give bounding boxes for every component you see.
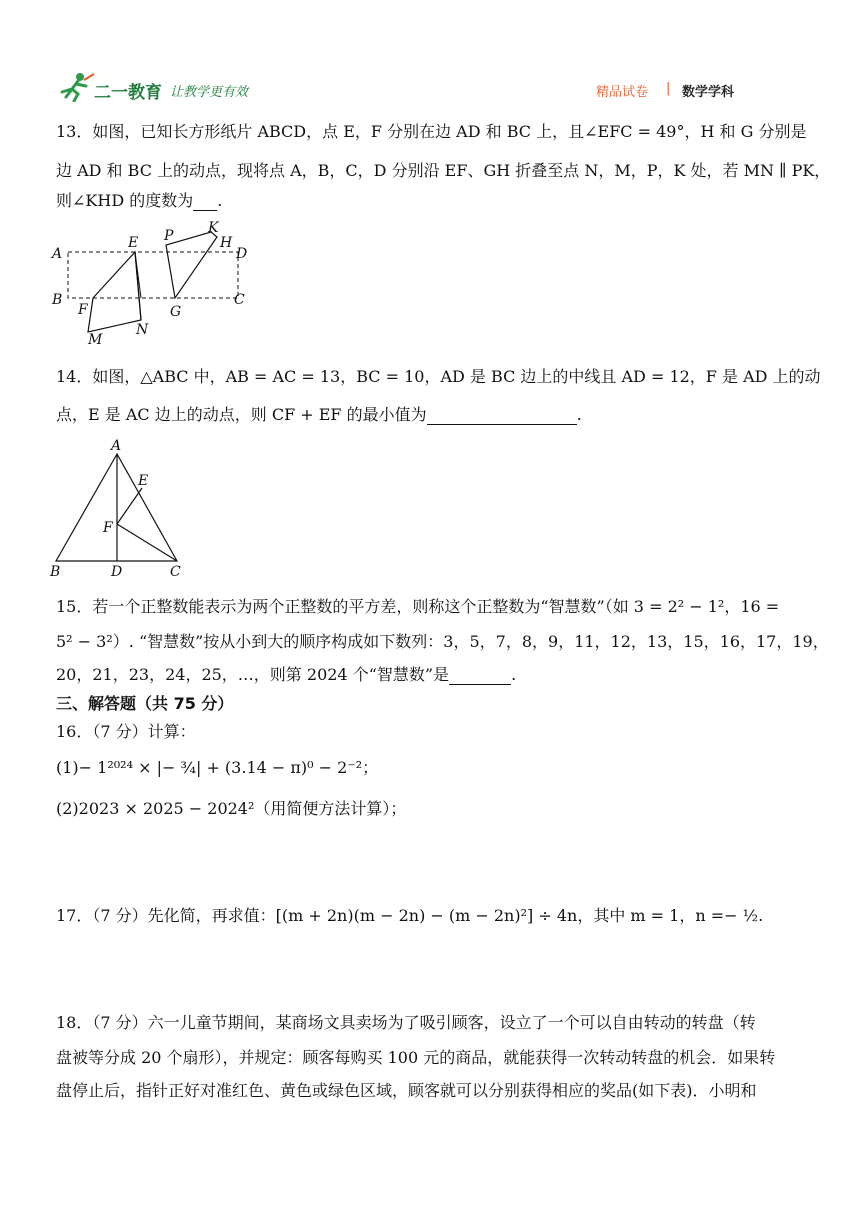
q16-part1: (1)− 1²⁰²⁴ × |− ¾| + (3.14 − π)⁰ − 2⁻²； [56, 758, 379, 777]
header-separator: | [666, 81, 671, 96]
q18-line3: 盘停止后，指针正好对准红色、黄色或绿色区域，顾客就可以分别获得相应的奖品(如下表)．小明和 [56, 1081, 757, 1100]
label-D: D [236, 246, 248, 262]
q15-line2: 5² − 3²）. “智慧数”按从小到大的顺序构成如下数列：3，5，7，8，9，11，12，13，15，16，17，19， [56, 632, 829, 651]
answer-blank[interactable] [427, 408, 577, 425]
label-F: F [103, 520, 113, 536]
q14-figure [46, 436, 196, 582]
q16-line1: 16．（7 分）计算： [56, 722, 196, 741]
label-C: C [170, 564, 181, 580]
label-C: C [234, 292, 245, 308]
q14-line2 [56, 405, 582, 425]
label-H: H [220, 235, 233, 251]
q17-line1: 17．（7 分）先化简，再求值：[(m + 2n)(m − 2n) − (m − 2n)²] ÷ 4n，其中 m = 1，n =− ½. [56, 906, 764, 925]
q14-line2-text: 点，E 是 AC 边上的动点，则 CF + EF 的最小值为 [56, 405, 427, 424]
header-subject: 数学学科 [682, 85, 735, 100]
brand-slogan: 让教学更有效 [170, 85, 249, 100]
section-title: 三、解答题（共 75 分） [56, 694, 234, 713]
label-F: F [78, 302, 88, 318]
label-N: N [136, 322, 149, 338]
q13-figure [48, 220, 258, 350]
q14-line1: 14．如图，△ABC 中，AB = AC = 13，BC = 10，AD 是 BC 边上的中线且 AD = 12，F 是 AD 上的动 [56, 367, 821, 386]
running-person-logo-icon [56, 72, 96, 102]
answer-blank[interactable] [193, 194, 217, 211]
q15-line1: 15．若一个正整数能表示为两个正整数的平方差，则称这个正整数为“智慧数”（如 3 = 2² − 1²，16 = [56, 597, 780, 616]
q14-line2-end: . [576, 405, 582, 424]
q13-line3-text: 则∠KHD 的度数为 [56, 191, 194, 210]
answer-blank[interactable] [449, 668, 511, 685]
q15-line3 [56, 665, 516, 685]
label-E: E [128, 235, 139, 251]
q18-line2: 盘被等分成 20 个扇形），并规定：顾客每购买 100 元的商品，就能获得一次转动转盘的机会．如果转 [56, 1048, 776, 1067]
label-M: M [88, 332, 103, 348]
q13-line2: 边 AD 和 BC 上的动点，现将点 A，B，C，D 分别沿 EF、GH 折叠至点 N，M，P，K 处，若 MN ∥ PK， [56, 161, 831, 180]
q13-line1: 13．如图，已知长方形纸片 ABCD，点 E，F 分别在边 AD 和 BC 上，且∠EFC = 49°，H 和 G 分别是 [56, 122, 807, 141]
label-K: K [208, 220, 219, 236]
q13-line3-end: . [217, 191, 223, 210]
label-A: A [52, 246, 63, 262]
header-tag: 精品试卷 [596, 85, 649, 100]
q15-line3-text: 20，21，23，24，25，…，则第 2024 个“智慧数”是 [56, 665, 450, 684]
label-P: P [164, 228, 174, 244]
q15-line3-end: . [511, 665, 517, 684]
label-A: A [111, 438, 122, 454]
label-E: E [138, 473, 149, 489]
q18-line1: 18．（7 分）六一儿童节期间，某商场文具卖场为了吸引顾客，设立了一个可以自由转动的转盘（转 [56, 1013, 756, 1032]
label-B: B [50, 564, 61, 580]
label-D: D [111, 564, 123, 580]
brand-name: 二一教育 [94, 83, 162, 103]
header [56, 72, 816, 106]
q13-line3 [56, 191, 222, 211]
label-B: B [52, 292, 63, 308]
label-G: G [170, 304, 182, 320]
q16-part2: (2)2023 × 2025 − 2024²（用简便方法计算）； [56, 799, 407, 818]
